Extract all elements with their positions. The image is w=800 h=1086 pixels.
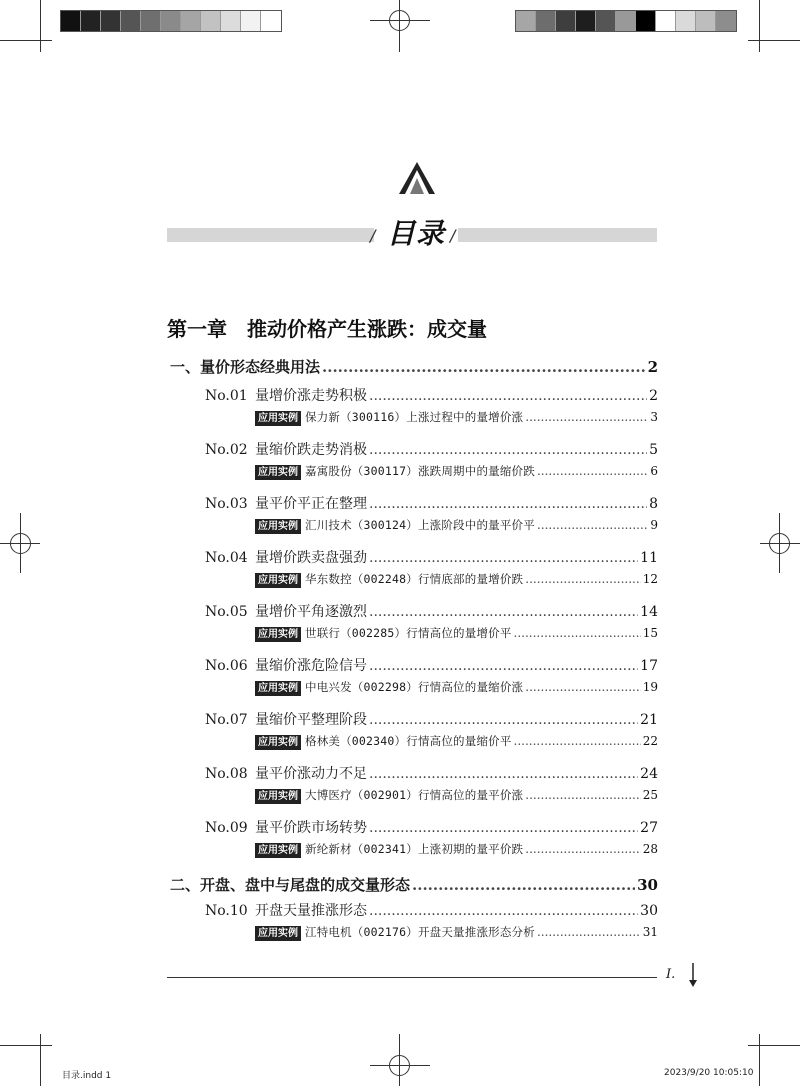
color-swatch [181,11,201,31]
item-number: No.01 [205,388,248,404]
color-bar-left [60,10,282,32]
dot-leader [369,903,638,919]
toc-example-row[interactable] [255,463,658,480]
color-swatch [596,11,616,31]
example-text: 汇川技术（300124）上涨阶段中的量平价平 [305,518,535,532]
timestamp: 2023/9/20 10:05:10 [664,1068,754,1078]
item-number: No.06 [205,658,248,674]
toc-item-row[interactable] [205,763,658,783]
example-tag: 应用实例 [255,519,301,534]
item-number: No.07 [205,712,248,728]
color-swatch [656,11,676,31]
toc-example-row[interactable] [255,679,658,696]
item-title: 量平价跌市场转势 [255,820,367,836]
color-swatch [121,11,141,31]
color-swatch [81,11,101,31]
item-number: No.02 [205,442,248,458]
dot-leader [369,820,638,836]
item-page: 11 [640,550,658,566]
toc-item-row[interactable] [205,900,658,920]
item-page: 24 [640,766,658,782]
toc-example-row[interactable] [255,924,658,941]
example-text: 格林美（002340）行情高位的量缩价平 [305,734,512,748]
page-title: 目录 [386,217,445,250]
item-page: 21 [640,712,658,728]
item-page: 8 [649,496,658,512]
color-swatch [516,11,536,31]
dot-leader [525,680,640,694]
toc-example-row[interactable] [255,517,658,534]
color-swatch [61,11,81,31]
example-page: 9 [650,518,658,532]
toc-item-row[interactable] [205,439,658,459]
item-page: 5 [649,442,658,458]
example-tag: 应用实例 [255,789,301,804]
color-bar-right [515,10,737,32]
item-number: No.09 [205,820,248,836]
item-number: No.05 [205,604,248,620]
example-text: 世联行（002285）行情高位的量增价平 [305,626,512,640]
color-swatch [616,11,636,31]
dot-leader [525,572,640,586]
toc-item-row[interactable] [205,655,658,675]
dot-leader [369,496,647,512]
example-tag: 应用实例 [255,926,301,941]
toc-item-row[interactable] [205,709,658,729]
item-number: No.08 [205,766,248,782]
item-title: 量增价涨走势积极 [255,388,367,404]
example-page: 6 [650,464,658,478]
toc-section-row[interactable] [170,874,658,895]
dot-leader [369,658,638,674]
item-title: 量平价平正在整理 [255,496,367,512]
arrow-down-icon [688,962,698,988]
dot-leader [537,464,648,478]
dot-leader [369,388,647,404]
item-page: 17 [640,658,658,674]
toc-example-row[interactable] [255,841,658,858]
example-page: 31 [642,925,658,939]
example-text: 中电兴发（002298）行情高位的量缩价涨 [305,680,524,694]
toc-example-row[interactable] [255,409,658,426]
dot-leader [537,518,648,532]
item-number: No.03 [205,496,248,512]
section-page: 2 [647,358,658,376]
toc-item-row[interactable] [205,547,658,567]
item-title: 量缩价跌走势消极 [255,442,367,458]
dot-leader [514,626,641,640]
item-page: 30 [640,903,658,919]
example-text: 华东数控（002248）行情底部的量增价跌 [305,572,524,586]
example-page: 22 [642,734,658,748]
item-title: 量缩价涨危险信号 [255,658,367,674]
dot-leader [369,550,638,566]
footer-rule [167,977,657,978]
dot-leader [369,712,638,728]
toc-example-row[interactable] [255,787,658,804]
example-page: 25 [642,788,658,802]
chapter-title: 第一章 推动价格产生涨跌：成交量 [167,317,487,341]
color-swatch [676,11,696,31]
toc-item-row[interactable] [205,817,658,837]
example-text: 嘉寓股份（300117）涨跌周期中的量缩价跌 [305,464,535,478]
section-title: 一、量价形态经典用法 [170,358,321,376]
toc-example-row[interactable] [255,733,658,750]
dot-leader [369,766,638,782]
toc-example-row[interactable] [255,571,658,588]
item-title: 量增价跌卖盘强劲 [255,550,367,566]
color-swatch [241,11,261,31]
mountain-logo-icon [397,160,437,196]
color-swatch [161,11,181,31]
item-page: 14 [640,604,658,620]
page-number: I. [666,967,676,982]
example-tag: 应用实例 [255,411,301,426]
dot-leader [369,604,638,620]
color-swatch [716,11,736,31]
item-page: 2 [649,388,658,404]
example-text: 大博医疗（002901）行情高位的量平价涨 [305,788,524,802]
color-swatch [636,11,656,31]
dot-leader [412,876,635,894]
dot-leader [369,442,647,458]
toc-item-row[interactable] [205,601,658,621]
example-page: 3 [650,410,658,424]
example-tag: 应用实例 [255,735,301,750]
example-tag: 应用实例 [255,465,301,480]
dot-leader [525,410,648,424]
file-slug: 目录.indd 1 [62,1071,112,1081]
color-swatch [536,11,556,31]
toc-item-row[interactable] [205,385,658,405]
example-page: 12 [642,572,658,586]
section-page: 30 [637,876,658,894]
color-swatch [221,11,241,31]
dot-leader [525,842,640,856]
color-swatch [696,11,716,31]
toc-item-row[interactable] [205,493,658,513]
item-page: 27 [640,820,658,836]
title-slash-right: / [450,226,456,245]
title-slash-left: / [370,226,376,245]
example-tag: 应用实例 [255,627,301,642]
item-number: No.10 [205,903,248,919]
example-tag: 应用实例 [255,681,301,696]
item-title: 量缩价平整理阶段 [255,712,367,728]
example-text: 江特电机（002176）开盘天量推涨形态分析 [305,925,535,939]
dot-leader [322,358,646,376]
example-page: 19 [642,680,658,694]
toc-section-row[interactable] [170,356,658,377]
example-text: 新纶新材（002341）上涨初期的量平价跌 [305,842,524,856]
dot-leader [537,925,641,939]
section-title: 二、开盘、盘中与尾盘的成交量形态 [170,876,411,894]
item-title: 量平价涨动力不足 [255,766,367,782]
dot-leader [514,734,641,748]
color-swatch [576,11,596,31]
color-swatch [101,11,121,31]
toc-example-row[interactable] [255,625,658,642]
example-page: 28 [642,842,658,856]
item-title: 开盘天量推涨形态 [255,903,367,919]
example-text: 保力新（300116）上涨过程中的量增价涨 [305,410,524,424]
example-tag: 应用实例 [255,573,301,588]
color-swatch [556,11,576,31]
example-page: 15 [642,626,658,640]
example-tag: 应用实例 [255,843,301,858]
color-swatch [141,11,161,31]
color-swatch [201,11,221,31]
item-number: No.04 [205,550,248,566]
dot-leader [525,788,640,802]
item-title: 量增价平角逐激烈 [255,604,367,620]
color-swatch [261,11,281,31]
